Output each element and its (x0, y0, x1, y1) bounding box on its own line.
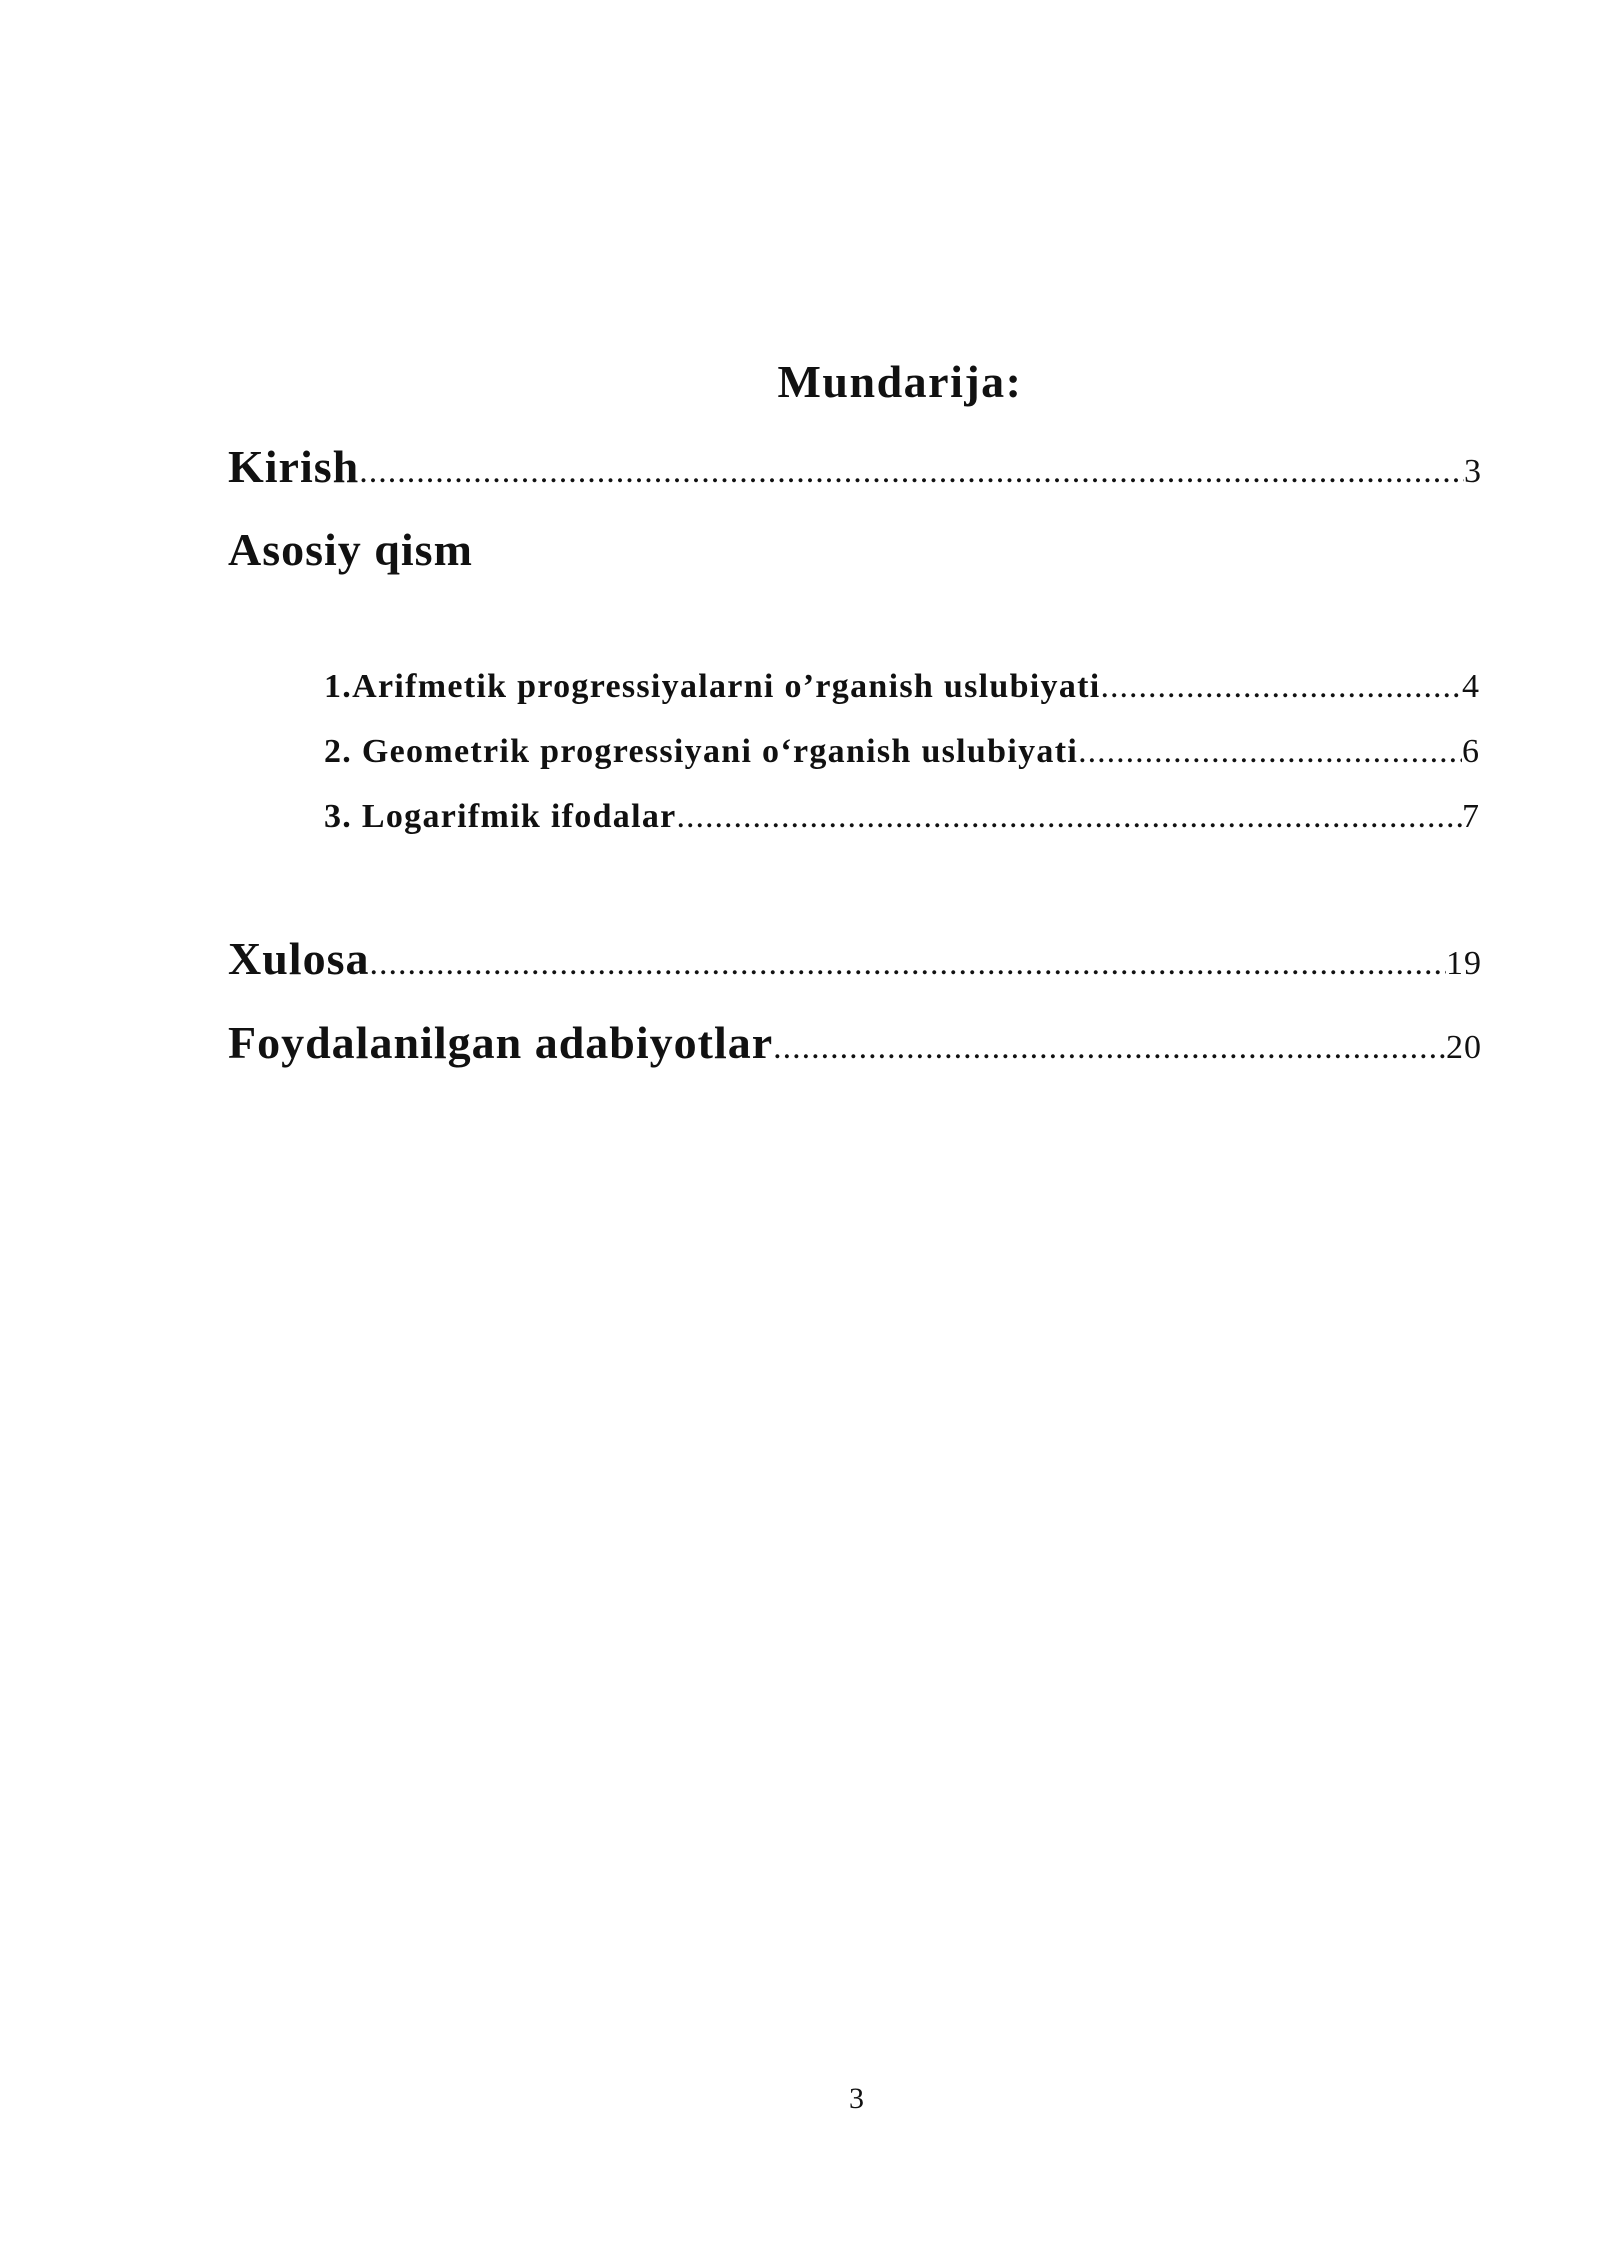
toc-entry-page: 4 (1462, 668, 1480, 705)
toc-entry-page: 19 (1446, 945, 1482, 982)
toc-entry-page: 6 (1462, 733, 1480, 770)
toc-entry-xulosa[interactable] (228, 932, 1482, 985)
toc-dot-leader (773, 1029, 1446, 1067)
toc-entry-label: 1.Arifmetik progressiyalarni o’rganish uslubiyati (324, 668, 1101, 705)
toc-dot-leader (369, 945, 1446, 983)
toc-section-heading: Asosiy qism (228, 524, 473, 575)
toc-entry-page: 3 (1464, 453, 1482, 490)
toc-entry-label: 3. Logarifmik ifodalar (324, 798, 677, 835)
toc-entry-geometrik[interactable] (324, 733, 1480, 771)
toc-entry-kirish[interactable] (228, 440, 1482, 493)
toc-entry-label: Xulosa (228, 933, 370, 984)
toc-entry-label: Kirish (228, 441, 360, 492)
toc-entry-adabiyotlar[interactable] (228, 1016, 1482, 1069)
toc-entry-logarifmik[interactable] (324, 798, 1480, 836)
toc-title: Mundarija: (777, 356, 1023, 407)
toc-dot-leader (677, 798, 1462, 836)
toc-dot-leader (359, 453, 1464, 491)
toc-entry-label: 2. Geometrik progressiyani o‘rganish uslubiyati (324, 733, 1079, 770)
toc-entry-label: Foydalanilgan adabiyotlar (228, 1017, 774, 1068)
toc-entry-page: 7 (1462, 798, 1480, 835)
page-number-footer: 3 (849, 2082, 864, 2115)
toc-entry-arifmetik[interactable] (324, 668, 1480, 706)
toc-entry-page: 20 (1446, 1029, 1482, 1066)
toc-dot-leader (1078, 733, 1462, 771)
toc-dot-leader (1101, 668, 1463, 706)
